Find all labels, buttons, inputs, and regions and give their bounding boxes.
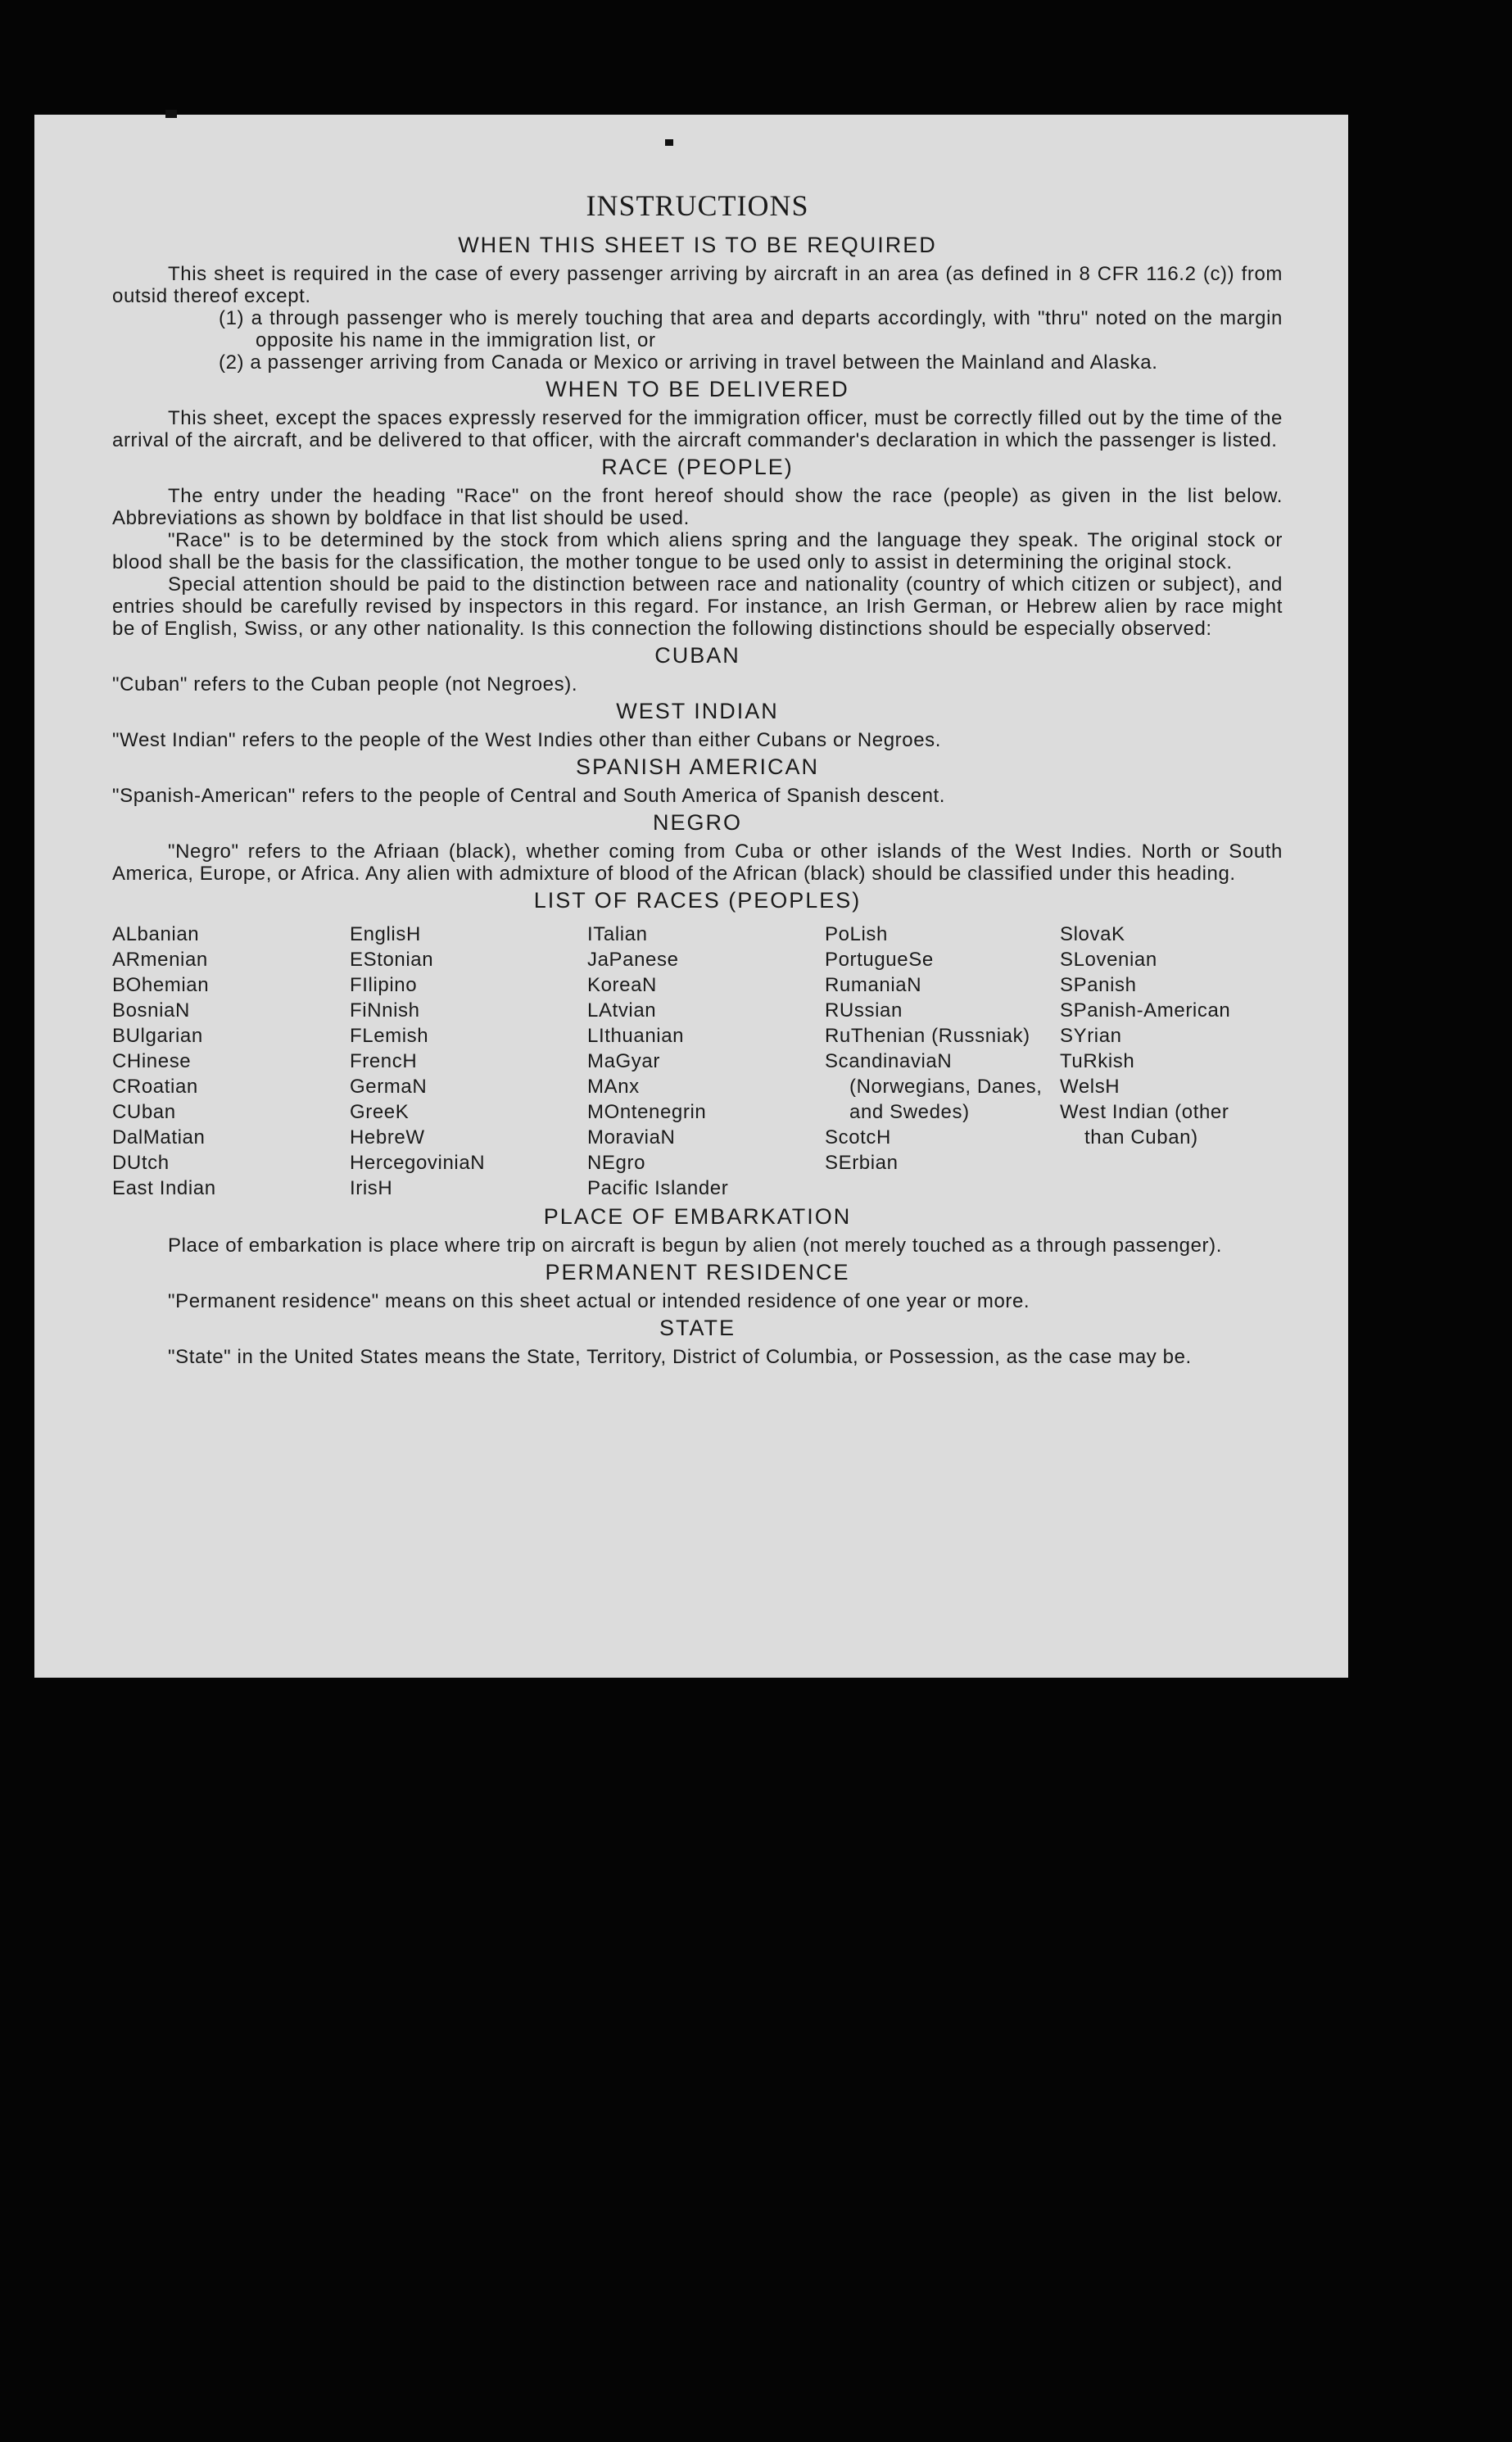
list-item: (2) a passenger arriving from Canada or Mexico or arriving in travel between the Mainland and Alaska.	[219, 351, 1158, 374]
scan-mark	[665, 139, 673, 146]
race-item: GreeK	[350, 1101, 410, 1123]
race-item: SlovaK	[1060, 923, 1125, 945]
race-item: MAnx	[587, 1076, 640, 1098]
race-item: DalMatian	[112, 1126, 206, 1149]
race-item: WelsH	[1060, 1076, 1120, 1098]
paragraph: "State" in the United States means the State, Territory, District of Columbia, or Possession, as the case may be.	[168, 1346, 1192, 1368]
section-heading-state: STATE	[659, 1316, 736, 1340]
race-item: BOhemian	[112, 974, 210, 996]
race-item: KoreaN	[587, 974, 657, 996]
race-item: LAtvian	[587, 999, 657, 1022]
scan-mark	[165, 110, 177, 118]
race-column	[1060, 922, 1265, 1201]
paragraph: The entry under the heading "Race" on the front hereof should show the race (people) as given in the list below. Abbreviations as shown by boldface in that list should be used.	[112, 485, 1283, 529]
race-item: HebreW	[350, 1126, 425, 1149]
race-item: ITalian	[587, 923, 648, 945]
race-item: ALbanian	[112, 923, 200, 945]
section-heading-race: RACE (PEOPLE)	[601, 455, 794, 479]
race-item: West Indian (other than Cuban)	[1060, 1101, 1229, 1149]
section-heading-required: WHEN THIS SHEET IS TO BE REQUIRED	[458, 233, 937, 257]
paragraph: "West Indian" refers to the people of the West Indies other than either Cubans or Negroes.	[112, 729, 942, 751]
race-column	[825, 922, 1060, 1201]
race-item: East Indian	[112, 1177, 216, 1199]
paragraph: "Spanish-American" refers to the people of Central and South America of Spanish descent.	[112, 785, 946, 807]
race-item: LIthuanian	[587, 1025, 685, 1047]
paragraph: "Negro" refers to the Afriaan (black), whether coming from Cuba or other islands of the West Indies. North or South America, Europe, or Africa. Any alien with admixture of blood of the African (black) should be classified under this heading.	[112, 840, 1283, 885]
race-item: IrisH	[350, 1177, 393, 1199]
paragraph: "Cuban" refers to the Cuban people (not Negroes).	[112, 673, 578, 695]
section-heading-cuban: CUBAN	[654, 643, 740, 668]
race-item: FiNnish	[350, 999, 420, 1022]
paragraph: This sheet, except the spaces expressly reserved for the immigration officer, must be correctly filled out by the time of the arrival of the aircraft, and be delivered to that officer, with the aircraft commander's declaration in which the passenger is listed.	[112, 407, 1283, 451]
section-heading-spanish-american: SPANISH AMERICAN	[575, 754, 820, 779]
race-item: MOntenegrin	[587, 1101, 707, 1123]
paragraph: Place of embarkation is place where trip on aircraft is begun by alien (not merely touched as a through passenger).	[168, 1235, 1222, 1257]
race-item: BosniaN	[112, 999, 190, 1022]
race-item: CHinese	[112, 1050, 192, 1072]
race-item: NEgro	[587, 1152, 646, 1174]
paragraph: "Permanent residence" means on this sheet actual or intended residence of one year or more.	[168, 1290, 1030, 1312]
page-title: INSTRUCTIONS	[586, 189, 809, 222]
race-item: JaPanese	[587, 949, 679, 971]
race-item: SYrian	[1060, 1025, 1122, 1047]
race-item: FrencH	[350, 1050, 418, 1072]
instruction-sheet	[34, 115, 1348, 1678]
race-item: ScandinaviaN (Norwegians, Danes, and Swedes)	[825, 1050, 1043, 1123]
race-item: BUlgarian	[112, 1025, 203, 1047]
race-item: FIlipino	[350, 974, 418, 996]
race-item: SErbian	[825, 1152, 899, 1174]
race-column	[587, 922, 825, 1201]
race-item: EnglisH	[350, 923, 421, 945]
race-item: ScotcH	[825, 1126, 891, 1149]
race-item: EStonian	[350, 949, 434, 971]
section-heading-embarkation: PLACE OF EMBARKATION	[543, 1204, 852, 1229]
race-column	[112, 922, 350, 1201]
race-item: Pacific Islander	[587, 1177, 729, 1199]
race-item: GermaN	[350, 1076, 428, 1098]
race-item: RumaniaN	[825, 974, 922, 996]
race-item: DUtch	[112, 1152, 170, 1174]
race-item: PoLish	[825, 923, 888, 945]
race-item: SPanish-American	[1060, 999, 1231, 1022]
list-item: (1) a through passenger who is merely touching that area and departs accordingly, with "thru" noted on the margin opposite his name in the immigration list, or	[219, 307, 1283, 351]
section-heading-list-of-races: LIST OF RACES (PEOPLES)	[533, 888, 862, 913]
race-item: SLovenian	[1060, 949, 1157, 971]
race-item: RUssian	[825, 999, 903, 1022]
paragraph: "Race" is to be determined by the stock from which aliens spring and the language they speak. The original stock or blood shall be the basis for the classification, the mother tongue to be used only to assist in determining the original stock.	[112, 529, 1283, 573]
race-column	[350, 922, 587, 1201]
race-item: CUban	[112, 1101, 176, 1123]
section-heading-negro: NEGRO	[652, 810, 742, 835]
section-heading-west-indian: WEST INDIAN	[616, 699, 779, 723]
race-item: CRoatian	[112, 1076, 198, 1098]
race-item: ARmenian	[112, 949, 208, 971]
race-item: SPanish	[1060, 974, 1137, 996]
section-heading-permanent-residence: PERMANENT RESIDENCE	[545, 1260, 850, 1284]
race-item: HercegoviniaN	[350, 1152, 486, 1174]
race-item: FLemish	[350, 1025, 429, 1047]
race-item: MoraviaN	[587, 1126, 676, 1149]
race-item: RuThenian (Russniak)	[825, 1025, 1030, 1047]
paragraph: This sheet is required in the case of every passenger arriving by aircraft in an area (as defined in 8 CFR 116.2 (c)) from outsid thereof except.	[112, 263, 1283, 307]
section-heading-delivered: WHEN TO BE DELIVERED	[545, 377, 849, 401]
race-item: PortugueSe	[825, 949, 934, 971]
race-item: TuRkish	[1060, 1050, 1135, 1072]
race-item: MaGyar	[587, 1050, 660, 1072]
paragraph: Special attention should be paid to the distinction between race and nationality (country of which citizen or subject), and entries should be carefully revised by inspectors in this regard. For instance, an Irish German, or Hebrew alien by race might be of English, Swiss, or any other nationality. Is this connection the following distinctions should be especially observed:	[112, 573, 1283, 640]
race-list	[112, 922, 1283, 1201]
